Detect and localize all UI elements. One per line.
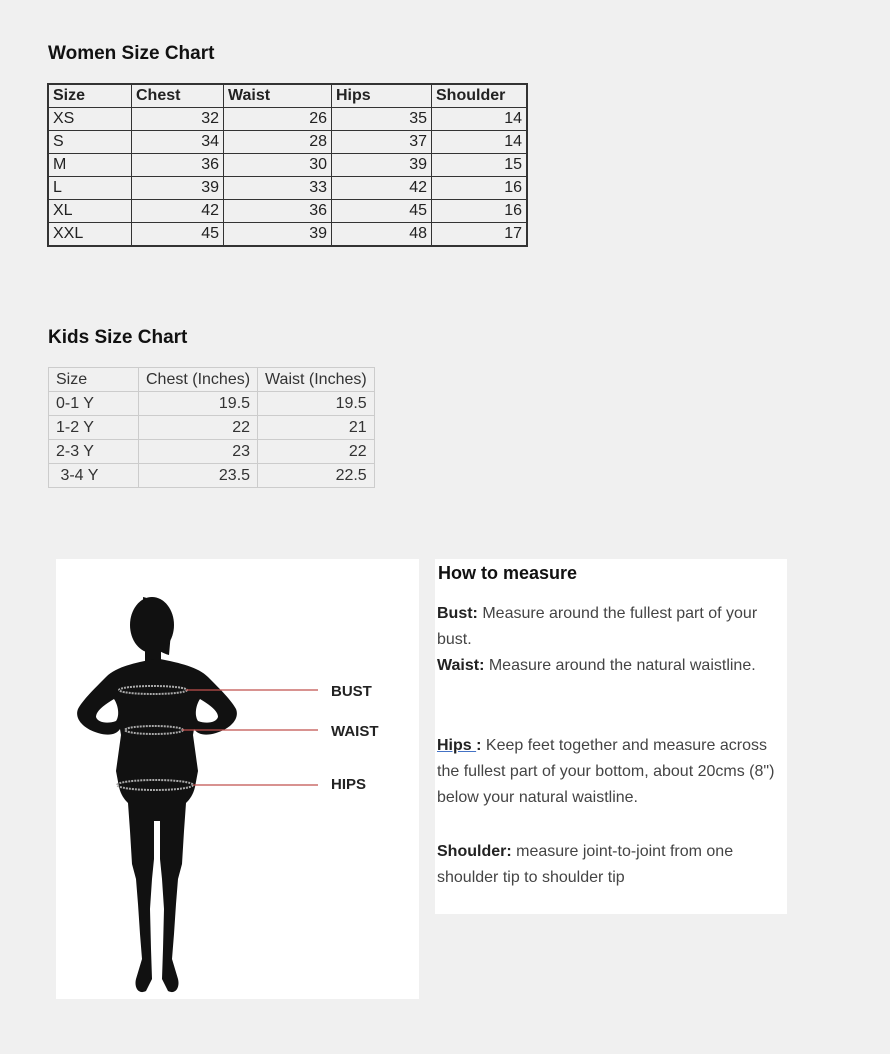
cell-size: 0-1 Y [49, 392, 139, 416]
cell-chest: 23.5 [139, 464, 258, 488]
cell-chest: 32 [132, 108, 224, 131]
header-waist: Waist [224, 84, 332, 108]
cell-hips: 39 [332, 154, 432, 177]
cell-hips: 48 [332, 223, 432, 247]
header-waist-inches: Waist (Inches) [258, 368, 375, 392]
cell-chest: 23 [139, 440, 258, 464]
bust-instruction [437, 601, 787, 653]
cell-shoulder: 16 [432, 200, 528, 223]
cell-chest: 36 [132, 154, 224, 177]
header-hips: Hips [332, 84, 432, 108]
hips-term: Hips [437, 737, 477, 754]
cell-size: L [48, 177, 132, 200]
cell-waist: 26 [224, 108, 332, 131]
how-to-measure-panel [435, 559, 787, 914]
cell-size: S [48, 131, 132, 154]
table-row [49, 464, 375, 488]
header-size: Size [48, 84, 132, 108]
shoulder-instruction [437, 839, 787, 891]
table-row [49, 440, 375, 464]
cell-shoulder: 15 [432, 154, 528, 177]
shoulder-term: Shoulder: [437, 843, 512, 860]
cell-chest: 45 [132, 223, 224, 247]
cell-waist: 28 [224, 131, 332, 154]
table-header-row [49, 368, 375, 392]
cell-waist: 30 [224, 154, 332, 177]
cell-size: XS [48, 108, 132, 131]
measurement-figure [56, 559, 419, 999]
cell-waist: 22.5 [258, 464, 375, 488]
table-row [49, 392, 375, 416]
cell-size: 3-4 Y [49, 464, 139, 488]
table-row [48, 223, 527, 247]
table-header-row [48, 84, 527, 108]
cell-waist: 19.5 [258, 392, 375, 416]
cell-hips: 37 [332, 131, 432, 154]
shoulder-text: measure joint-to-joint from one shoulder tip to shoulder tip [437, 843, 734, 886]
waist-instruction [437, 653, 787, 679]
cell-shoulder: 14 [432, 108, 528, 131]
cell-waist: 33 [224, 177, 332, 200]
cell-size: XXL [48, 223, 132, 247]
header-shoulder: Shoulder [432, 84, 528, 108]
header-chest-inches: Chest (Inches) [139, 368, 258, 392]
how-to-measure-heading: How to measure [438, 563, 578, 583]
table-row [48, 200, 527, 223]
kids-size-table [48, 367, 375, 488]
women-size-table [47, 83, 528, 247]
cell-hips: 42 [332, 177, 432, 200]
cell-chest: 22 [139, 416, 258, 440]
cell-size: XL [48, 200, 132, 223]
header-chest: Chest [132, 84, 224, 108]
cell-hips: 45 [332, 200, 432, 223]
bust-text: Measure around the fullest part of your bust. [437, 605, 758, 648]
cell-shoulder: 17 [432, 223, 528, 247]
header-size: Size [49, 368, 139, 392]
table-row [48, 131, 527, 154]
cell-shoulder: 16 [432, 177, 528, 200]
hips-colon: : [476, 737, 482, 754]
woman-silhouette [77, 597, 237, 992]
hips-instruction [437, 733, 787, 811]
hips-label: HIPS [331, 776, 367, 793]
bust-term: Bust: [437, 605, 478, 622]
table-row [48, 154, 527, 177]
waist-term: Waist: [437, 657, 485, 674]
table-row [48, 108, 527, 131]
cell-hips: 35 [332, 108, 432, 131]
waist-text: Measure around the natural waistline. [484, 657, 756, 674]
bust-label: BUST [331, 683, 372, 700]
cell-waist: 39 [224, 223, 332, 247]
cell-waist: 21 [258, 416, 375, 440]
women-size-chart-title: Women Size Chart [48, 43, 215, 64]
hips-text: Keep feet together and measure across the fullest part of your bottom, about 20cms (8") below your natural waistline. [437, 737, 775, 806]
cell-size: 2-3 Y [49, 440, 139, 464]
waist-label: WAIST [331, 723, 379, 740]
cell-waist: 22 [258, 440, 375, 464]
cell-shoulder: 14 [432, 131, 528, 154]
cell-chest: 42 [132, 200, 224, 223]
cell-chest: 39 [132, 177, 224, 200]
table-row [49, 416, 375, 440]
kids-size-chart-title: Kids Size Chart [48, 327, 188, 348]
cell-chest: 19.5 [139, 392, 258, 416]
cell-size: 1-2 Y [49, 416, 139, 440]
cell-waist: 36 [224, 200, 332, 223]
cell-chest: 34 [132, 131, 224, 154]
cell-size: M [48, 154, 132, 177]
table-row [48, 177, 527, 200]
